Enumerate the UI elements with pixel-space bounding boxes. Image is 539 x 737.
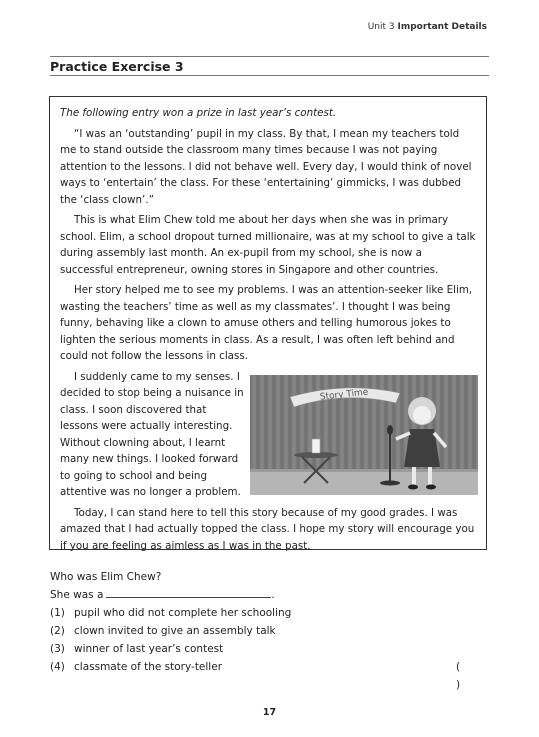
stem-suffix: . xyxy=(271,589,275,601)
option-1[interactable] xyxy=(50,604,291,622)
passage-paragraph-4: I suddenly came to my senses. I decided to stop being a nuisance in class. I soon discovered that lessons were actually interesting. Without clowning about, I learnt many new things. I looked forward to going to school and being attentive was no longer a problem. xyxy=(60,370,244,498)
answer-blank[interactable] xyxy=(106,587,271,598)
section-title: Practice Exercise 3 xyxy=(50,59,184,74)
option-2-text: clown invited to give an assembly talk xyxy=(74,625,276,637)
glass-icon xyxy=(312,439,320,453)
page-number: 17 xyxy=(262,707,277,718)
header-unit: Unit 3 xyxy=(367,22,395,32)
stem-prefix: She was a xyxy=(50,589,104,601)
passage-paragraph-2: This is what Elim Chew told me about her days when she was in primary school. Elim, a school dropout turned millionaire, was at my school to give a talk during assembly last month. An ex-pupil from my school, she is now a successful entrepreneur, owning stores in Singapore and other countries. xyxy=(60,214,476,276)
title-rule-bottom xyxy=(50,75,489,76)
option-2-number: (2) xyxy=(50,625,65,637)
passage-intro: The following entry won a prize in last year’s contest. xyxy=(60,107,337,119)
option-3-text: winner of last year’s contest xyxy=(74,643,224,655)
option-1-number: (1) xyxy=(50,607,65,619)
girl-face xyxy=(413,406,431,424)
option-4-number: (4) xyxy=(50,661,65,673)
question-block xyxy=(50,568,461,691)
header-title: Important Details xyxy=(397,22,487,32)
passage-paragraph-5: Today, I can stand here to tell this story because of my good grades. I was amazed that I had actually topped the class. I hope my story will encourage you if you are feeling as aimless as I was in the past. xyxy=(60,506,475,552)
answer-bracket[interactable]: ( ) xyxy=(456,661,461,691)
banner-text: Story Time xyxy=(319,387,369,403)
illustration xyxy=(250,375,478,495)
option-2[interactable] xyxy=(50,622,291,640)
option-1-text: pupil who did not complete her schooling xyxy=(74,607,292,619)
title-rule-top xyxy=(50,56,489,57)
passage-box xyxy=(49,96,487,550)
question-stem xyxy=(50,586,291,604)
passage-paragraph-3: Her story helped me to see my problems. I was an attention-seeker like Elim, wasting the teachers’ time as well as my classmates’. I thought I was being funny, behaving like a clown to amuse others and telling humorous jokes to lighten the serious moments in class. As a result, I was often left behind and could not follow the lessons in class. xyxy=(60,284,473,362)
option-3-number: (3) xyxy=(50,643,65,655)
option-4[interactable] xyxy=(50,658,461,691)
stage-floor xyxy=(250,471,478,495)
story-time-illustration xyxy=(250,375,478,495)
passage-paragraph-1: “I was an ‘outstanding’ pupil in my class. By that, I mean my teachers told me to stand outside the classroom many times because I was not paying attention to the lessons. I did not behave well. Every day, I would think of novel ways to ‘entertain’ the class. For these ‘entertaining’ gimmicks, I was dubbed the ‘class clown’.” xyxy=(60,127,472,206)
running-header xyxy=(368,22,487,32)
option-3[interactable] xyxy=(50,640,291,658)
question-prompt: Who was Elim Chew? xyxy=(50,571,162,583)
microphone-icon xyxy=(387,425,393,435)
option-4-text: classmate of the story-teller xyxy=(74,661,223,673)
